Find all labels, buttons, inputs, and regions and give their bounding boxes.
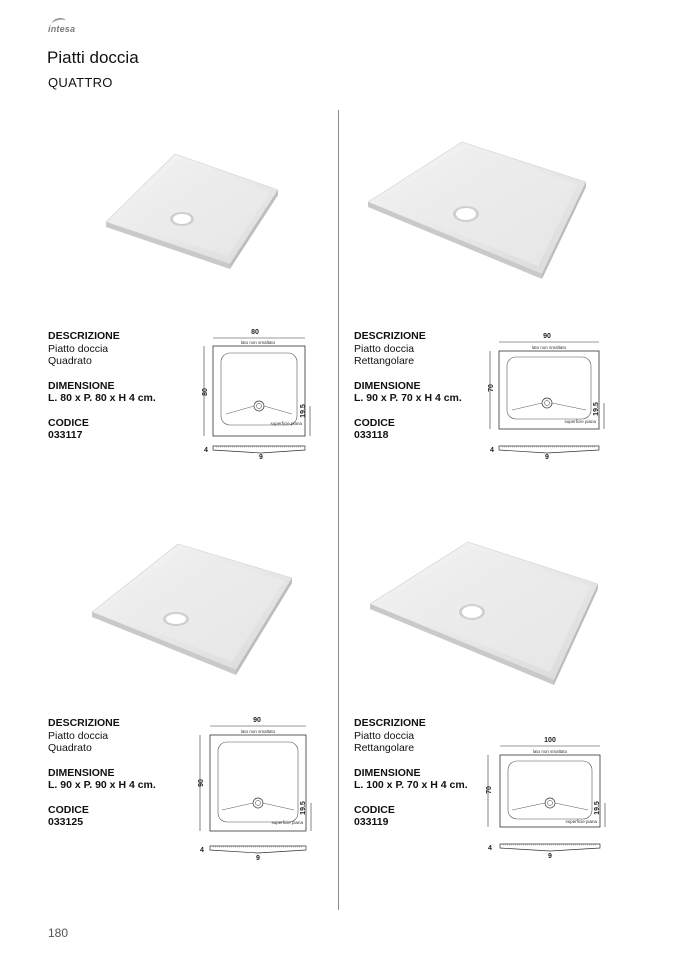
drawing-section: 9: [545, 454, 549, 460]
technical-drawing-033119: [480, 734, 612, 866]
description-line: Piatto doccia: [354, 342, 415, 355]
drawing-depth: 80: [202, 388, 209, 396]
column-divider: [338, 110, 339, 910]
drawing-height: 4: [204, 447, 208, 454]
product-info-033119: [354, 717, 468, 829]
drawing-width: 90: [543, 333, 551, 340]
drawing-drain-offset: 19.5: [300, 404, 307, 418]
description-shape: Rettangolare: [354, 355, 415, 367]
dimension-label: DIMENSIONE: [354, 766, 421, 779]
drawing-height: 4: [200, 847, 204, 854]
dimension-value: L. 90 x P. 70 x H 4 cm.: [354, 392, 462, 404]
description-shape: Quadrato: [48, 742, 92, 754]
code-value: 033125: [48, 816, 84, 828]
product-photo-033117: [100, 150, 290, 270]
drawing-top-note: lato non smaltato: [240, 340, 276, 345]
drawing-height: 4: [490, 447, 494, 454]
drawing-section: 9: [256, 855, 260, 862]
product-photo-033119: [364, 538, 604, 688]
product-photo-033118: [362, 138, 592, 284]
code-value: 033117: [48, 429, 83, 441]
dimension-value: L. 100 x P. 70 x H 4 cm.: [354, 779, 468, 791]
page-subtitle: QUATTRO: [48, 75, 113, 90]
description-label: DESCRIZIONE: [48, 717, 120, 729]
code-label: CODICE: [48, 416, 89, 429]
drawing-top-note: lato non smaltato: [531, 345, 567, 350]
dimension-label: DIMENSIONE: [354, 379, 421, 392]
code-value: 033118: [354, 429, 389, 441]
drawing-drain-offset: 19.5: [300, 801, 307, 815]
drawing-height: 4: [488, 845, 492, 852]
code-value: 033119: [354, 816, 389, 828]
product-photo-033125: [86, 540, 296, 680]
drawing-depth: 90: [198, 779, 205, 787]
drawing-surface-note: superficie piana: [270, 421, 302, 426]
drawing-depth: 70: [486, 786, 493, 794]
description-label: DESCRIZIONE: [48, 330, 120, 342]
product-info-033125: [48, 717, 156, 829]
page-title: Piatti doccia: [47, 48, 139, 67]
dimension-label: DIMENSIONE: [48, 766, 115, 779]
drawing-width: 90: [253, 717, 261, 724]
description-line: Piatto doccia: [48, 729, 109, 742]
drawing-top-note: lato non smaltato: [240, 729, 276, 734]
drawing-top-note: lato non smaltato: [532, 749, 568, 754]
technical-drawing-033125: [194, 714, 318, 864]
drawing-surface-note: superficie piana: [271, 820, 303, 825]
dimension-value: L. 80 x P. 80 x H 4 cm.: [48, 392, 156, 404]
drawing-surface-note: superficie piana: [564, 419, 596, 424]
product-info-033117: [48, 330, 156, 442]
drawing-section: 9: [548, 853, 552, 860]
page-number: 180: [48, 926, 69, 940]
drawing-drain-offset: 19.5: [594, 801, 601, 815]
dimension-label: DIMENSIONE: [48, 379, 115, 392]
technical-drawing-033117: [198, 326, 318, 460]
description-shape: Quadrato: [48, 355, 92, 367]
product-info-033118: [354, 330, 462, 442]
code-label: CODICE: [48, 803, 89, 816]
dimension-value: L. 90 x P. 90 x H 4 cm.: [48, 779, 156, 791]
description-label: DESCRIZIONE: [354, 330, 426, 342]
drawing-width: 100: [544, 737, 556, 744]
description-label: DESCRIZIONE: [354, 717, 426, 729]
description-shape: Rettangolare: [354, 742, 415, 754]
drawing-drain-offset: 19.5: [593, 402, 600, 416]
brand-logo: intesa: [48, 24, 76, 34]
drawing-section: 9: [259, 454, 263, 460]
drawing-width: 80: [251, 329, 259, 336]
technical-drawing-033118: [484, 330, 610, 460]
drawing-depth: 70: [488, 384, 495, 392]
drawing-surface-note: superficie piana: [565, 819, 597, 824]
description-line: Piatto doccia: [354, 729, 415, 742]
description-line: Piatto doccia: [48, 342, 109, 355]
code-label: CODICE: [354, 803, 395, 816]
code-label: CODICE: [354, 416, 395, 429]
